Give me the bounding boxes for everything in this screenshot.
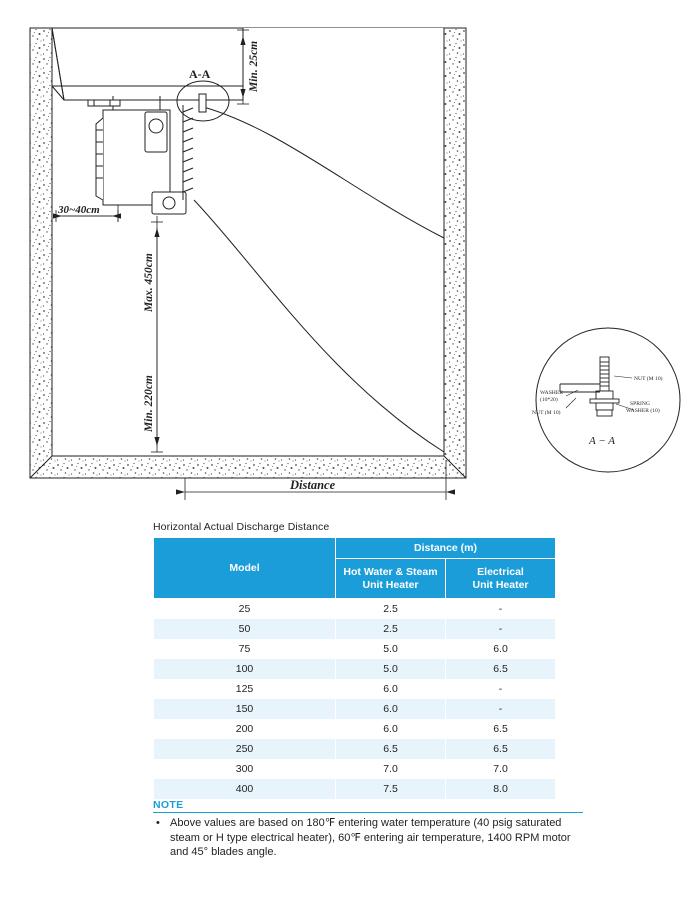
cell-hot: 6.0 <box>336 719 446 739</box>
label-distance: Distance <box>290 478 336 492</box>
cell-model: 25 <box>154 599 336 620</box>
table-row <box>154 759 556 779</box>
table-caption: Horizontal Actual Discharge Distance <box>153 521 330 533</box>
cell-elec: 6.0 <box>446 639 556 659</box>
table-body <box>154 599 556 800</box>
detail-label-spring: SPRING <box>630 401 650 407</box>
cell-hot: 7.5 <box>336 779 446 799</box>
label-min-220: Min. 220cm <box>143 375 155 432</box>
table-row <box>154 659 556 679</box>
cell-elec: 6.5 <box>446 659 556 679</box>
col-header-hot-line2: Unit Heater <box>362 578 419 591</box>
col-header-elec-line1: Electrical <box>477 565 524 578</box>
cell-hot: 6.0 <box>336 679 446 699</box>
cell-elec: 6.5 <box>446 719 556 739</box>
note-text: Above values are based on 180℉ entering water temperature (40 psig saturated steam or H type electrical heater), 60℉ entering air temperature, 1400 RPM motor and 45° blades angle. <box>170 817 571 858</box>
label-30-40: 30~40cm <box>58 204 100 216</box>
detail-bolt-assembly <box>560 357 619 416</box>
note-divider <box>153 812 583 813</box>
discharge-distance-table <box>153 537 556 799</box>
cell-hot: 6.5 <box>336 739 446 759</box>
detail-label-nut-left: NUT (M 10) <box>532 410 561 416</box>
table-row <box>154 679 556 699</box>
cell-elec: 7.0 <box>446 759 556 779</box>
col-header-elec-line2: Unit Heater <box>472 578 529 591</box>
cell-hot: 5.0 <box>336 659 446 679</box>
cell-elec: - <box>446 699 556 719</box>
detail-label-washer: WASHER <box>540 390 563 396</box>
cell-hot: 2.5 <box>336 599 446 620</box>
ceiling-slab <box>52 28 243 100</box>
cell-hot: 5.0 <box>336 639 446 659</box>
table-row <box>154 639 556 659</box>
detail-label-spring-washer: WASHER (10) <box>626 408 660 414</box>
cell-model: 300 <box>154 759 336 779</box>
cell-hot: 2.5 <box>336 619 446 639</box>
cell-model: 200 <box>154 719 336 739</box>
table-row <box>154 619 556 639</box>
col-header-electrical <box>446 559 556 599</box>
cell-model: 250 <box>154 739 336 759</box>
note-title: NOTE <box>153 799 184 811</box>
table-row <box>154 739 556 759</box>
cell-model: 150 <box>154 699 336 719</box>
note-section <box>153 799 583 860</box>
label-min-25: Min. 25cm <box>248 40 260 92</box>
table-row <box>154 719 556 739</box>
detail-label-washer-size: (10*20) <box>540 397 558 403</box>
cell-elec: - <box>446 599 556 620</box>
col-header-model: Model <box>154 538 336 599</box>
discharge-distance-section <box>153 521 555 799</box>
note-bullet: • <box>156 817 160 829</box>
col-header-hot-water-steam <box>336 559 446 599</box>
cell-model: 400 <box>154 779 336 799</box>
cell-hot: 7.0 <box>336 759 446 779</box>
cell-model: 75 <box>154 639 336 659</box>
cell-model: 50 <box>154 619 336 639</box>
cell-elec: - <box>446 679 556 699</box>
label-section-aa: A-A <box>189 67 211 81</box>
cell-model: 125 <box>154 679 336 699</box>
col-header-distance-group: Distance (m) <box>336 538 556 559</box>
label-max-450: Max. 450cm <box>143 253 155 312</box>
cell-elec: - <box>446 619 556 639</box>
cell-elec: 8.0 <box>446 779 556 799</box>
detail-label-nut-right: NUT (M 10) <box>634 376 663 382</box>
table-row <box>154 699 556 719</box>
cell-model: 100 <box>154 659 336 679</box>
col-header-hot-line1: Hot Water & Steam <box>343 565 438 578</box>
table-row <box>154 599 556 620</box>
table-row <box>154 779 556 799</box>
cell-elec: 6.5 <box>446 739 556 759</box>
detail-title-aa: A − A <box>589 435 615 447</box>
cell-hot: 6.0 <box>336 699 446 719</box>
